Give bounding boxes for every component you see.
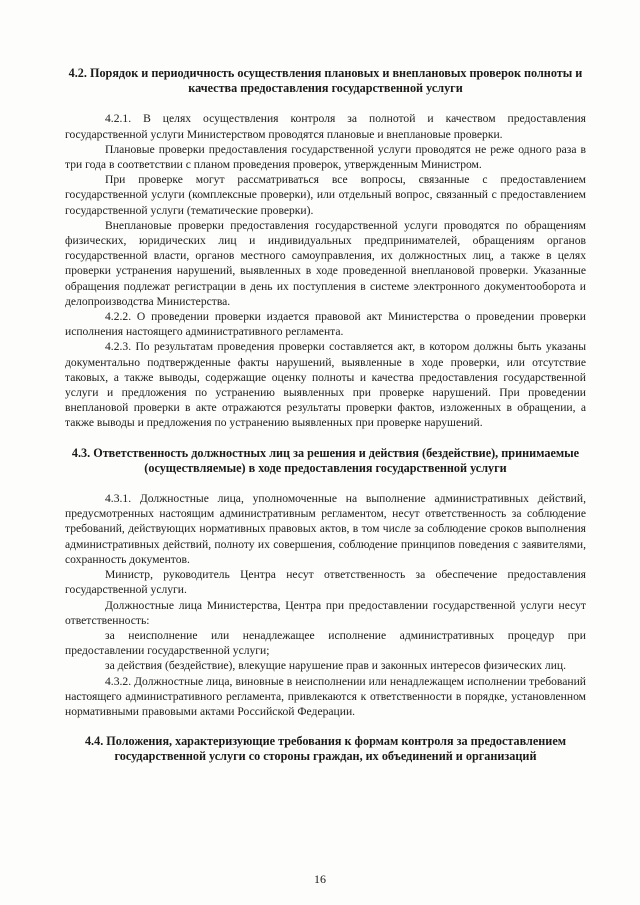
paragraph-4-2-1: 4.2.1. В целях осуществления контроля за полнотой и качеством предоставления государственной услуги Министерством проводятся плановые и внеплановые проверки. [65,112,586,141]
section-4-2-heading: 4.2. Порядок и периодичность осуществления плановых и внеплановых проверок полноты и качества предоставления государственной услуги [68,66,583,96]
paragraph-planned-checks: Плановые проверки предоставления государственной услуги проводятся не реже одного раза в три года в соответствии с планом проведения проверок, утвержденным Министром. [65,142,586,172]
page-content [65,66,586,765]
paragraph-4-2-3: 4.2.3. По результатам проведения проверки составляется акт, в котором должны быть указаны документально подтвержденные факты нарушений, выявленные в ходе проверки, или отсутствие таковых, а также выводы, содержащие оценку полноты и качества предоставления государственной услуги и предложения по устранению выявленных при проверке нарушений. При проведении внеплановой проверки в акте отражаются результаты проверки фактов, изложенных в обращении, а также выводы и предложения по устранению выявленных при проверке нарушений. [65,340,586,430]
paragraph-4-2-2: 4.2.2. О проведении проверки издается правовой акт Министерства о проведении проверки исполнения настоящего административного регламента. [65,310,586,339]
paragraph-nonperformance: за неисполнение или ненадлежащее исполнение административных процедур при предоставлении государственной услуги; [65,628,586,658]
paragraph-minister-responsibility: Министр, руководитель Центра несут ответственность за обеспечение предоставления государственной услуги. [65,568,586,597]
paragraph-unplanned-checks: Внеплановые проверки предоставления государственной услуги проводятся по обращениям физических, юридических лиц и индивидуальных предпринимателей, обращениям органов государственной власти, органов местного самоуправления, их должностных лиц, а также в целях проверки устранения нарушений, выявленных в ходе проведенной внеплановой проверки. Указанные обращения подлежат регистрации в день их поступления в системе электронного документооборота и делопроизводства Министерства. [65,218,586,308]
page-number: 16 [314,872,326,886]
section-4-4-heading: 4.4. Положения, характеризующие требования к формам контроля за предоставлением государственной услуги со стороны граждан, их объединений и организаций [84,734,567,764]
paragraph-4-3-1: 4.3.1. Должностные лица, уполномоченные на выполнение административных действий, предусмотренных настоящим административным регламентом, несут ответственность за соблюдение требований, действующих нормативных правовых актов, в том числе за соблюдение сроков выполнения административных действий, полноту их совершения, соблюдение принципов поведения с заявителями, сохранность документов. [65,492,586,566]
paragraph-check-scope: При проверке могут рассматриваться все вопросы, связанные с предоставлением государственной услуги (комплексные проверки), или отдельный вопрос, связанный с предоставлением государственной услуги (тематические проверки). [65,173,586,217]
paragraph-4-3-2: 4.3.2. Должностные лица, виновные в неисполнении или ненадлежащем исполнении требований настоящего административного регламента, привлекаются к ответственности в порядке, установленном нормативными правовыми актами Российской Федерации. [65,674,586,718]
paragraph-officials-responsibility: Должностные лица Министерства, Центра при предоставлении государственной услуги несут ответственность: [65,598,586,627]
paragraph-violations: за действия (бездействие), влекущие нарушение прав и законных интересов физических лиц. [105,659,567,673]
section-4-3-heading: 4.3. Ответственность должностных лиц за решения и действия (бездействие), принимаемые (осуществляемые) в ходе предоставления государственной услуги [71,445,580,475]
